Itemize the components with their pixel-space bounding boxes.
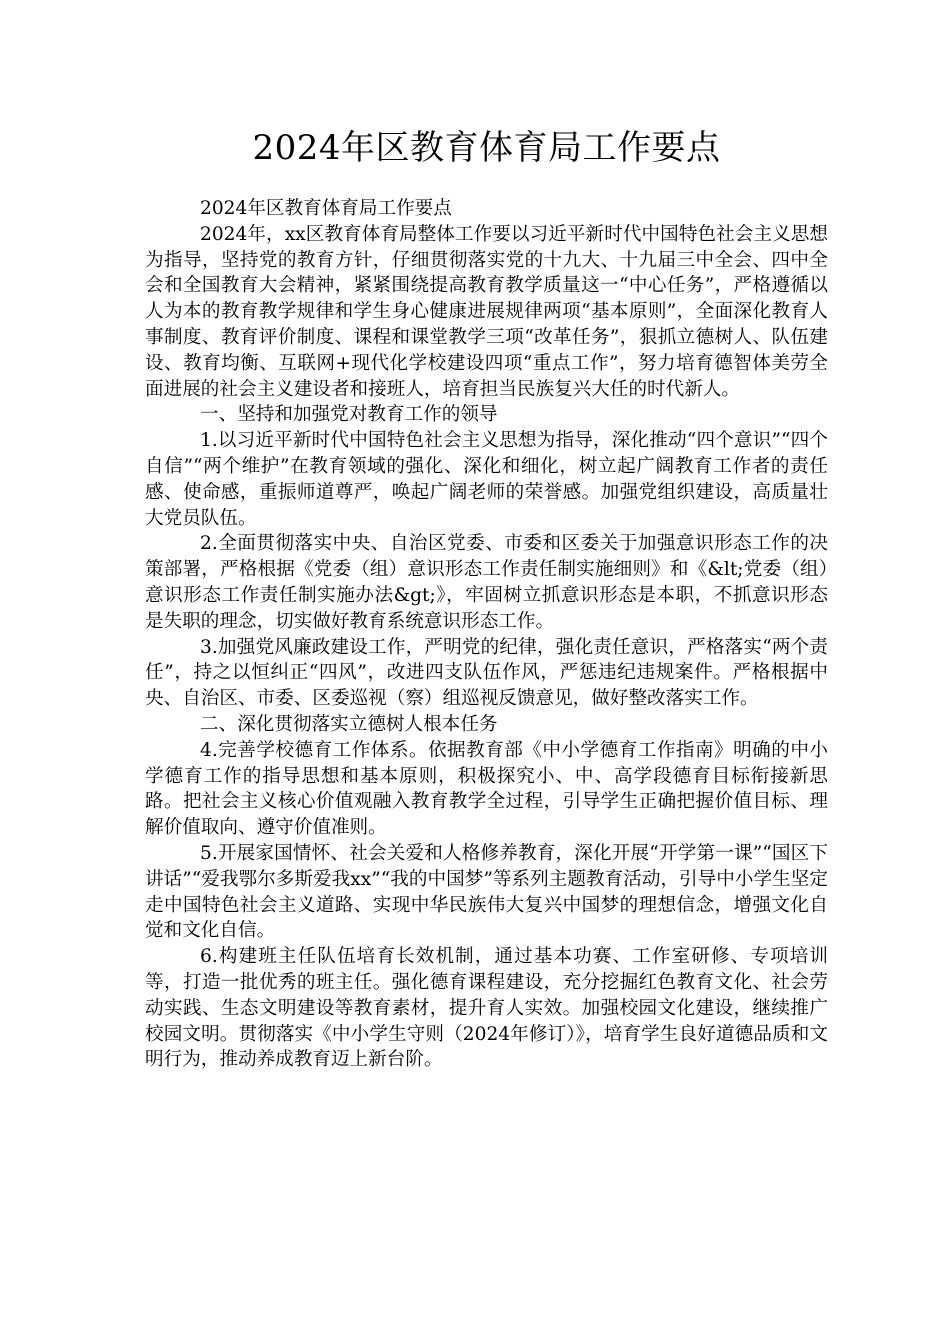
item-paragraph-3: 3.加强党风廉政建设工作，严明党的纪律，强化责任意识，严格落实“两个责任”，持之以恒纠正“四风”，改进四支队伍作风，严惩违纪违规案件。严格根据中央、自治区、市委、区委巡视（察）组巡视反馈意见，做好整改落实工作。 [145,636,828,710]
section-heading-2: 二、深化贯彻落实立德树人根本任务 [200,713,498,735]
intro-paragraph: 2024年，xx区教育体育局整体工作要以习近平新时代中国特色社会主义思想为指导，坚持党的教育方针，仔细贯彻落实党的十九大、十九届三中全会、四中全会和全国教育大会精神，紧紧围绕提高教育教学质量这一“中心任务”，严格遵循以人为本的教育教学规律和学生身心健康进展规律两项“基本原则”，全面深化教育人事制度、教育评价制度、课程和课堂教学三项“改革任务”，狠抓立德树人、队伍建设、教育均衡、互联网+现代化学校建设四项“重点工作”，努力培育德智体美劳全面进展的社会主义建设者和接班人，培育担当民族复兴大任的时代新人。 [145,223,828,400]
document-title: 2024年区教育体育局工作要点 [252,128,721,168]
item-paragraph-1: 1.以习近平新时代中国特色社会主义思想为指导，深化推动“四个意识”“四个自信”“两个维护”在教育领域的强化、深化和细化，树立起广阔教育工作者的责任感、使命感，重振师道尊严，唤起广阔老师的荣誉感。加强党组织建设，高质量壮大党员队伍。 [145,430,828,529]
document-page [145,120,828,1073]
subtitle-paragraph: 2024年区教育体育局工作要点 [200,198,452,219]
item-paragraph-5: 5.开展家国情怀、社会关爱和人格修养教育，深化开展“开学第一课”“国区下讲话”“爱我鄂尔多斯爱我xx”“我的中国梦”等系列主题教育活动，引导中小学生坚定走中国特色社会主义道路、实现中华民族伟大复兴中国梦的理想信念，增强文化自觉和文化自信。 [145,842,828,942]
item-paragraph-2: 2.全面贯彻落实中央、自治区党委、市委和区委关于加强意识形态工作的决策部署，严格根据《党委（组）意识形态工作责任制实施细则》和《&lt;党委（组）意识形态工作责任制实施办法&gt;》，牢固树立抓意识形态是本职，不抓意识形态是失职的理念，切实做好教育系统意识形态工作。 [145,533,828,632]
item-paragraph-4: 4.完善学校德育工作体系。依据教育部《中小学德育工作指南》明确的中小学德育工作的指导思想和基本原则，积极探究小、中、高学段德育目标衔接新思路。把社会主义核心价值观融入教育教学全过程，引导学生正确把握价值目标、理解价值取向、遵守价值准则。 [145,739,828,839]
item-paragraph-6: 6.构建班主任队伍培育长效机制，通过基本功赛、工作室研修、专项培训等，打造一批优秀的班主任。强化德育课程建设，充分挖掘红色教育文化、社会劳动实践、生态文明建设等教育素材，提升育人实效。加强校园文化建设，继续推广校园文明。贯彻落实《中小学生守则（2024年修订）》，培育学生良好道德品质和文明行为，推动养成教育迈上新台阶。 [145,946,828,1071]
section-heading-1: 一、坚持和加强党对教育工作的领导 [200,404,498,426]
